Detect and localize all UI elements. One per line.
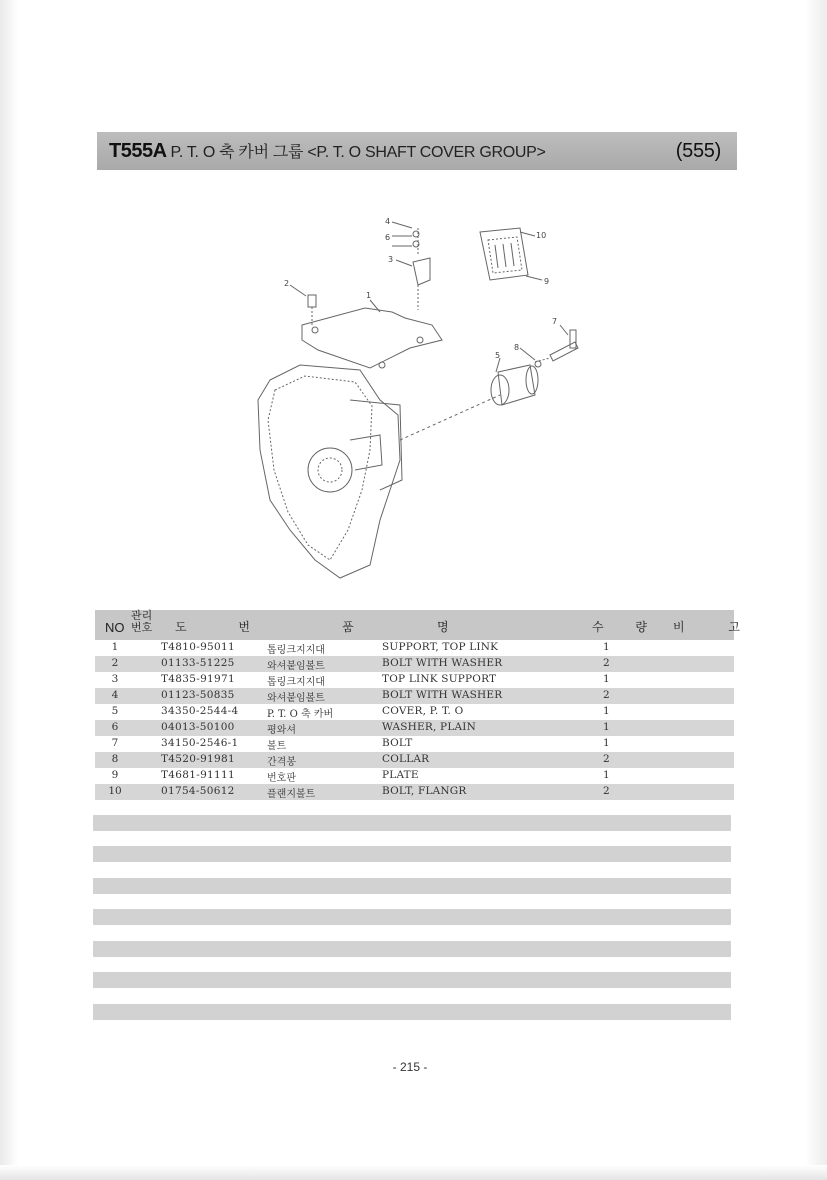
table-row [95, 752, 734, 768]
table-row [95, 688, 734, 704]
row-quantity: 2 [603, 689, 610, 701]
row-name-english: COVER, P. T. O [382, 705, 464, 717]
row-name-korean: 톱링크지지대 [267, 645, 325, 656]
title-left [109, 139, 546, 163]
table-row [95, 720, 734, 736]
row-name-korean: 번호판 [267, 773, 296, 784]
pto-bolt-part [535, 330, 578, 367]
callout-5: 5 [495, 351, 501, 360]
row-part-number: T4681-91111 [161, 769, 235, 781]
row-name-english: PLATE [382, 769, 419, 781]
parts-table-body [95, 640, 734, 800]
row-name-english: BOLT WITH WASHER [382, 657, 503, 669]
row-name-korean: 볼트 [267, 741, 287, 752]
row-name-english: TOP LINK SUPPORT [382, 673, 497, 685]
blank-row-band [93, 815, 731, 831]
row-no: 1 [111, 641, 119, 653]
blank-row-band [93, 909, 731, 925]
callout-7: 7 [552, 317, 558, 326]
row-name-english: BOLT WITH WASHER [382, 689, 503, 701]
row-quantity: 2 [603, 785, 610, 797]
row-quantity: 1 [603, 641, 610, 653]
row-name-korean: P. T. O 축 카버 [267, 709, 334, 720]
row-name-korean: 플랜지볼트 [267, 789, 316, 800]
row-part-number: T4810-95011 [161, 641, 235, 653]
blank-row-band [93, 941, 731, 957]
table-row [95, 704, 734, 720]
blank-row-band [93, 846, 731, 862]
callout-10: 10 [536, 231, 547, 240]
row-part-number: 34150-2546-1 [161, 737, 239, 749]
table-row [95, 640, 734, 656]
blank-row-band [93, 972, 731, 988]
transmission-housing [258, 365, 402, 578]
row-quantity: 1 [603, 769, 610, 781]
row-name-korean: 와셔붙임볼트 [267, 693, 325, 704]
row-no: 6 [111, 721, 119, 733]
row-no: 3 [111, 673, 119, 685]
row-part-number: 01123-50835 [161, 689, 235, 701]
row-quantity: 1 [603, 737, 610, 749]
row-name-korean: 간격봉 [267, 757, 296, 768]
row-name-korean: 평와셔 [267, 725, 296, 736]
row-quantity: 2 [603, 753, 610, 765]
row-name-english: WASHER, PLAIN [382, 721, 477, 733]
row-part-number: T4520-91981 [161, 753, 235, 765]
header-name-left: 품 [342, 620, 354, 634]
row-name-korean: 톱링크지지대 [267, 677, 325, 688]
row-part-number: 01133-51225 [161, 657, 235, 669]
row-no: 8 [111, 753, 119, 765]
row-no: 2 [111, 657, 119, 669]
pto-cover-plate [302, 308, 442, 368]
table-row [95, 784, 734, 800]
row-name-english: BOLT [382, 737, 413, 749]
row-part-number: 34350-2544-4 [161, 705, 239, 717]
group-title: P. T. O 축 카버 그룹 <P. T. O SHAFT COVER GROUP> [170, 144, 546, 161]
table-row [95, 672, 734, 688]
table-row [95, 736, 734, 752]
header-mgmt-top: 관리 [131, 609, 153, 622]
row-no: 7 [111, 737, 119, 749]
model-code: T555A [109, 140, 167, 162]
row-quantity: 1 [603, 673, 610, 685]
row-quantity: 1 [603, 721, 610, 733]
callout-4: 4 [385, 217, 391, 226]
row-part-number: T4835-91971 [161, 673, 235, 685]
bolt-washer-part [308, 295, 316, 325]
row-no: 5 [111, 705, 119, 717]
collar-part [491, 365, 538, 405]
header-mgmt-bottom: 번호 [131, 621, 153, 634]
header-quantity: 수 량 [592, 620, 661, 634]
row-no: 10 [108, 785, 122, 797]
callout-9: 9 [544, 277, 550, 286]
parts-table-header [95, 609, 760, 640]
group-number: (555) [675, 139, 721, 162]
page-bottom-edge [0, 1165, 827, 1180]
row-quantity: 2 [603, 657, 610, 669]
header-remarks: 비 고 [673, 620, 760, 634]
callout-2: 2 [284, 279, 290, 288]
table-row [95, 656, 734, 672]
row-name-english: COLLAR [382, 753, 430, 765]
callout-8: 8 [514, 343, 520, 352]
row-no: 9 [111, 769, 119, 781]
title-bar [97, 132, 737, 170]
blank-row-band [93, 878, 731, 894]
header-name-right: 명 [437, 620, 449, 634]
row-part-number: 01754-50612 [161, 785, 235, 797]
row-name-english: BOLT, FLANGR [382, 785, 467, 797]
blank-row-band [93, 1004, 731, 1020]
page-number: - 215 - [392, 1060, 428, 1074]
top-link-support-part [413, 228, 430, 310]
table-row [95, 768, 734, 784]
callout-3: 3 [388, 255, 394, 264]
header-part-number: 도 번 [175, 620, 274, 634]
number-plate-part [480, 228, 528, 280]
callout-1: 1 [366, 291, 372, 300]
exploded-parts-diagram [230, 200, 610, 590]
header-no: NO [105, 620, 125, 635]
row-quantity: 1 [603, 705, 610, 717]
row-name-english: SUPPORT, TOP LINK [382, 641, 499, 653]
callout-6: 6 [385, 233, 391, 242]
row-part-number: 04013-50100 [161, 721, 235, 733]
row-name-korean: 와셔붙임볼트 [267, 661, 325, 672]
row-no: 4 [111, 689, 119, 701]
header-management-number [131, 610, 152, 634]
